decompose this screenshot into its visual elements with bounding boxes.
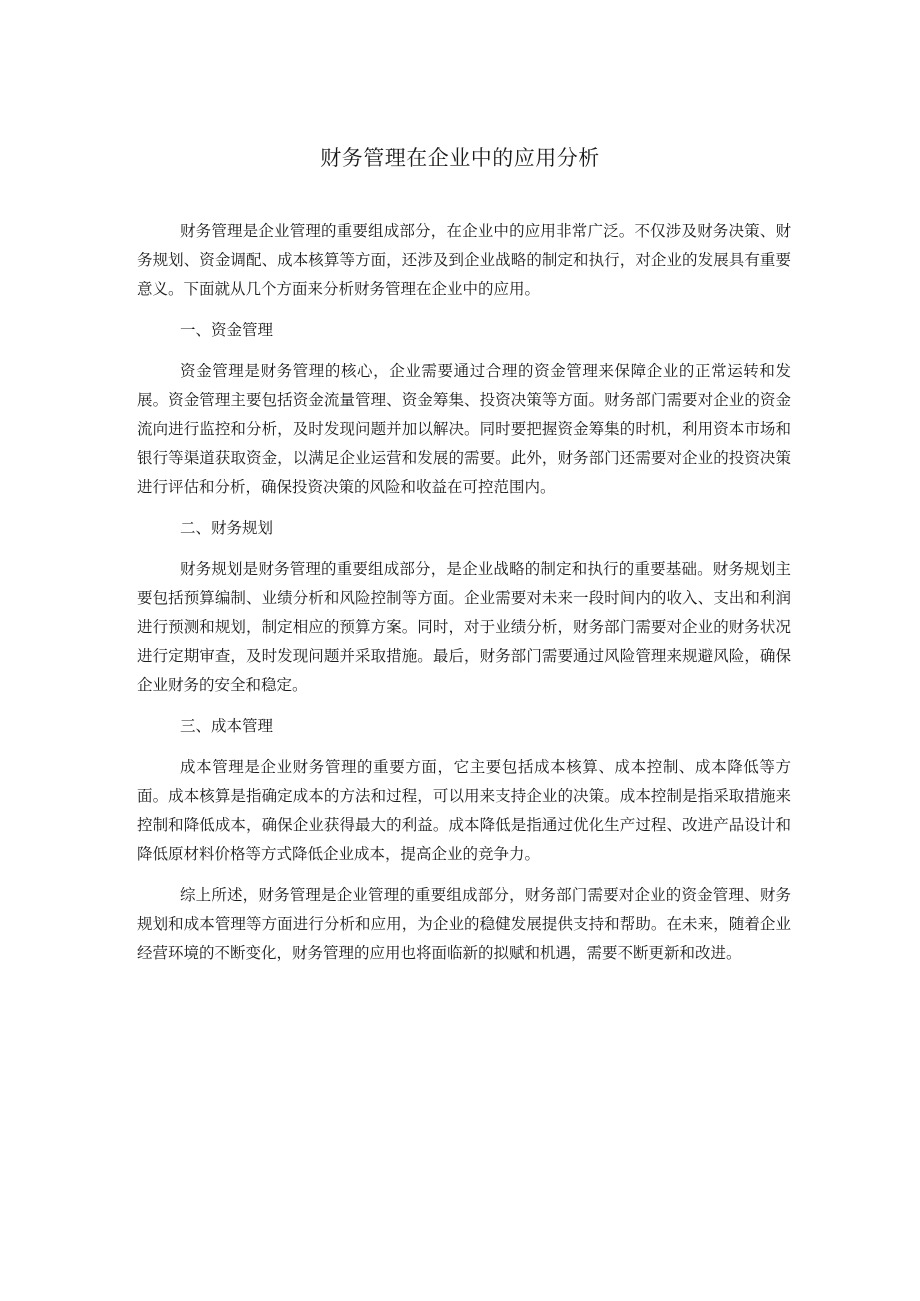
section-heading-financial-planning: 二、财务规划 (180, 519, 274, 537)
section-heading-cost-management: 三、成本管理 (180, 717, 274, 735)
document-title: 财务管理在企业中的应用分析 (320, 146, 600, 170)
section-body-financial-planning: 财务规划是财务管理的重要组成部分，是企业战略的制定和执行的重要基础。财务规划主要包括预算编制、业绩分析和风险控制等方面。企业需要对未来一段时间内的收入、支出和利润进行预测和规划，制定相应的预算方案。同时，对于业绩分析，财务部门需要对企业的财务状况进行定期审查，及时发现问题并采取措施。最后，财务部门需要通过风险管理来规避风险，确保企业财务的安全和稳定。 (137, 560, 791, 694)
document-body (137, 217, 791, 980)
section-heading-fund-management: 一、资金管理 (180, 321, 274, 339)
intro-paragraph: 财务管理是企业管理的重要组成部分，在企业中的应用非常广泛。不仅涉及财务决策、财务规划、资金调配、成本核算等方面，还涉及到企业战略的制定和执行，对企业的发展具有重要意义。下面就从几个方面来分析财务管理在企业中的应用。 (137, 222, 791, 298)
section-body-cost-management: 成本管理是企业财务管理的重要方面，它主要包括成本核算、成本控制、成本降低等方面。成本核算是指确定成本的方法和过程，可以用来支持企业的决策。成本控制是指采取措施来控制和降低成本，确保企业获得最大的利益。成本降低是指通过优化生产过程、改进产品设计和降低原材料价格等方式降低企业成本，提高企业的竞争力。 (137, 758, 791, 863)
conclusion-paragraph: 综上所述，财务管理是企业管理的重要组成部分，财务部门需要对企业的资金管理、财务规划和成本管理等方面进行分析和应用，为企业的稳健发展提供支持和帮助。在未来，随着企业经营环境的不断变化，财务管理的应用也将面临新的拟赋和机遇，需要不断更新和改进。 (137, 886, 791, 962)
section-body-fund-management: 资金管理是财务管理的核心，企业需要通过合理的资金管理来保障企业的正常运转和发展。资金管理主要包括资金流量管理、资金筹集、投资决策等方面。财务部门需要对企业的资金流向进行监控和分析，及时发现问题并加以解决。同时要把握资金筹集的时机，利用资本市场和银行等渠道获取资金，以满足企业运营和发展的需要。此外，财务部门还需要对企业的投资决策进行评估和分析，确保投资决策的风险和收益在可控范围内。 (137, 362, 791, 496)
